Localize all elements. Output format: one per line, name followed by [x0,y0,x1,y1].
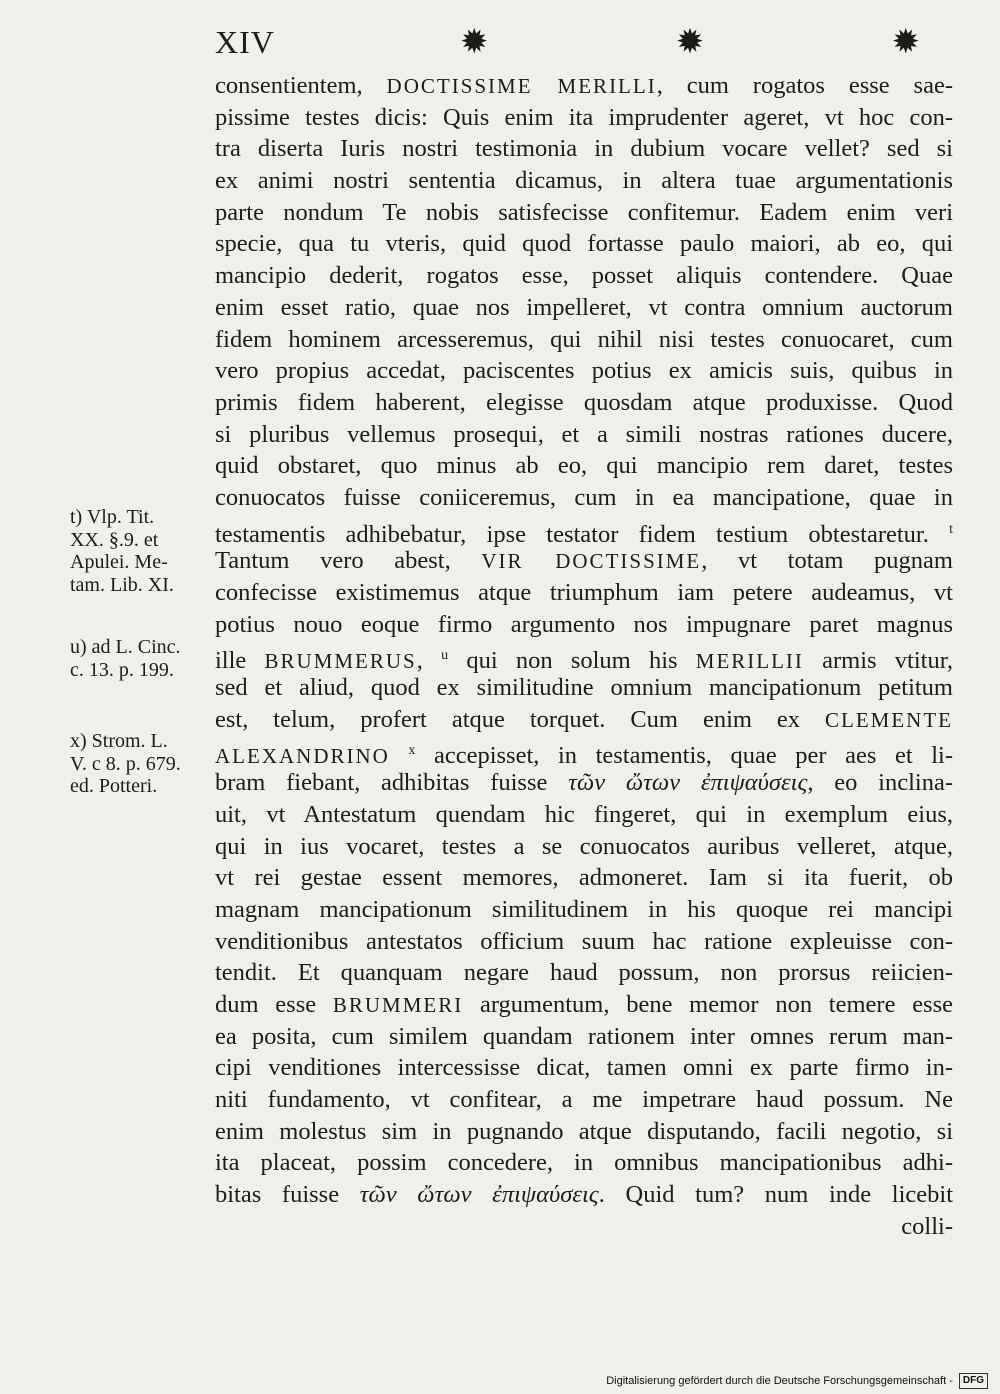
text-line [215,957,953,989]
text-segment: magnam mancipationum similitudinem in his quoque rei mancipi [215,895,953,923]
margin-note-line: t) Vlp. Tit. [70,506,155,528]
text-line [215,228,953,260]
text-line [215,1147,953,1179]
text-segment: enim esset ratio, quae nos impelleret, vt contra omnium auctorum [215,293,953,321]
text-line [215,197,953,229]
text-line [215,260,953,292]
text-line [215,577,953,609]
text-segment: sed et aliud, quod ex similitudine omnium mancipationum petitum [215,674,953,702]
small-caps-name: DOCTISSIME MERILLI [386,74,657,98]
page-number: XIV [215,24,275,60]
text-segment: parte nondum Te nobis satisfecisse confitemur. Eadem enim veri [215,198,953,226]
text-line [215,1211,953,1243]
text-line [215,862,953,894]
small-caps-name: BRUMMERUS [264,649,417,674]
text-segment: , eo inclina- [807,769,953,797]
footnote-marker: t [949,521,953,537]
text-line [215,450,953,482]
text-line [215,704,953,736]
small-caps-name: ALEXANDRINO [215,744,390,769]
text-segment: enim molestus sim in pugnando atque disputando, facili negotio, si [215,1117,953,1145]
text-segment: ea posita, cum similem quandam rationem inter omnes rerum man- [215,1022,953,1050]
text-segment: mancipio dederit, rogatos esse, posset aliquis contendere. Quae [215,262,953,290]
text-segment: niti fundamento, vt confitear, a me impetrare haud possum. Ne [215,1086,953,1113]
text-segment: ille [215,647,265,675]
text-line [215,1084,953,1116]
dfg-logo: DFG [959,1373,988,1389]
ornament-star-icon: ✹ [675,24,705,61]
text-segment: tra diserta Iuris nostri testimonia in dubium vocare vellet? sed si [215,135,953,163]
header-ornaments [460,26,920,60]
text-segment: uit, vt Antestatum quendam hic fingeret, qui in exemplum eius, [215,800,953,828]
text-line [215,926,953,958]
text-segment: , [416,647,442,675]
margin-note-t [70,506,215,596]
text-segment: bram fiebant, adhibitas fuisse [215,769,569,797]
text-line [215,545,953,577]
text-line [215,767,953,799]
text-line [215,831,953,863]
small-caps-name: VIR DOCTISSIME [481,549,702,574]
text-segment: est, telum, profert atque torquet. Cum enim ex [215,705,826,733]
text-segment: testamentis adhibebatur, ipse testator fidem testium obtestaretur. [215,520,950,548]
text-segment: si pluribus vellemus prosequi, et a simili nostras rationes ducere, [215,420,953,448]
text-segment: tendit. Et quanquam negare haud possum, non prorsus reiicien- [215,959,953,987]
text-segment: accepisset, in testamentis, quae per aes et li- [415,742,953,770]
footer-credit: Digitalisierung gefördert durch die Deutsche Forschungsgemeinschaft - [606,1375,953,1387]
text-segment: dum esse [215,990,333,1018]
text-line [215,419,953,451]
margin-note-line: ed. Potteri. [70,775,158,797]
text-line [215,735,953,770]
text-line [215,165,953,197]
text-line [215,1179,953,1211]
text-segment: qui in ius vocaret, testes a se conuocatos auribus velleret, atque, [215,832,953,860]
text-segment: conuocatos fuisse coniiceremus, cum in ea mancipatione, quae in [215,483,953,511]
main-text [215,70,953,1242]
margin-note-x [70,730,215,798]
text-line [215,514,953,546]
text-line [215,355,953,387]
text-line [215,989,953,1021]
text-segment: ex animi nostri sententia dicamus, in altera tuae argumentationis [215,167,953,195]
text-line [215,640,954,675]
text-segment: quid obstaret, quo minus ab eo, qui mancipio rem daret, testes [215,452,953,480]
small-caps-name: CLEMENTE [825,707,953,732]
text-segment: confecisse existimemus atque triumphum iam petere audeamus, vt [215,579,953,606]
text-segment: ita placeat, possim concedere, in omnibus mancipationibus adhi- [215,1149,953,1177]
text-segment: τῶν ὤτων ἐπιψαύσεις [568,769,808,797]
text-segment: bitas fuisse [215,1181,360,1209]
digitization-footer [606,1370,988,1392]
text-segment: , vt totam pugnam [701,547,953,575]
text-line [215,292,953,324]
margin-note-line: x) Strom. L. [70,730,168,752]
text-segment: vero propius accedat, paciscentes potius ex amicis suis, quibus in [215,357,953,385]
margin-note-line: Apulei. Me- [70,551,168,573]
text-segment: . Quid tum? num inde licebit [598,1181,954,1209]
text-segment: argumentum, bene memor non temere esse [463,990,954,1018]
text-line [215,609,953,641]
text-line [215,1021,953,1053]
text-segment: fidem hominem arcesseremus, qui nihil nisi testes conuocaret, cum [215,325,953,353]
text-segment [390,743,409,770]
text-segment: cipi venditiones intercessisse dicat, tamen omni ex parte firmo in- [215,1054,953,1082]
footnote-marker: x [408,743,416,759]
ornament-star-icon: ✹ [891,24,920,61]
margin-note-line: c. 13. p. 199. [70,658,174,681]
text-line [215,70,953,102]
text-segment: τῶν ὤτων ἐπιψαύσεις [359,1181,599,1209]
text-segment: potius nouo eoque firmo argumento nos impugnare paret magnus [215,610,953,638]
page-header [215,24,950,68]
text-line [215,799,953,831]
text-segment: Tantum vero abest, [215,547,482,575]
text-line [215,387,953,419]
text-segment: pissime testes dicis: Quis enim ita imprudenter ageret, vt hoc con- [215,103,953,131]
text-segment: venditionibus antestatos officium suum hac ratione expleuisse con- [215,927,953,955]
footnote-marker: u [441,648,449,664]
text-segment: consentientem, [215,72,387,99]
margin-note-line: XX. §.9. et [70,528,159,551]
text-line [215,672,953,704]
margin-note-line: V. c 8. p. 679. [70,752,181,775]
text-line [215,482,953,514]
text-segment: colli- [901,1212,953,1240]
text-line [215,324,953,356]
text-segment: , cum rogatos esse sae- [656,72,953,99]
text-line [215,102,953,134]
text-line [215,133,953,165]
margin-note-line: tam. Lib. XI. [70,573,174,596]
margin-note-line: u) ad L. Cinc. [70,636,181,658]
small-caps-name: MERILLII [695,649,804,674]
text-line [215,1052,953,1084]
text-segment: primis fidem haberent, elegisse quosdam atque produxisse. Quod [215,388,953,416]
ornament-star-icon: ✹ [460,24,489,61]
text-segment: specie, qua tu vteris, quid quod fortasse paulo maiori, ab eo, qui [215,230,953,258]
text-segment: vt rei gestae essent memores, admoneret. Iam si ita fuerit, ob [215,864,953,892]
margin-note-u [70,636,215,681]
text-line [215,1116,953,1148]
text-segment: qui non solum his [448,647,696,675]
text-line [215,894,953,926]
small-caps-name: BRUMMERI [332,992,464,1017]
text-segment: armis vtitur, [803,647,954,675]
